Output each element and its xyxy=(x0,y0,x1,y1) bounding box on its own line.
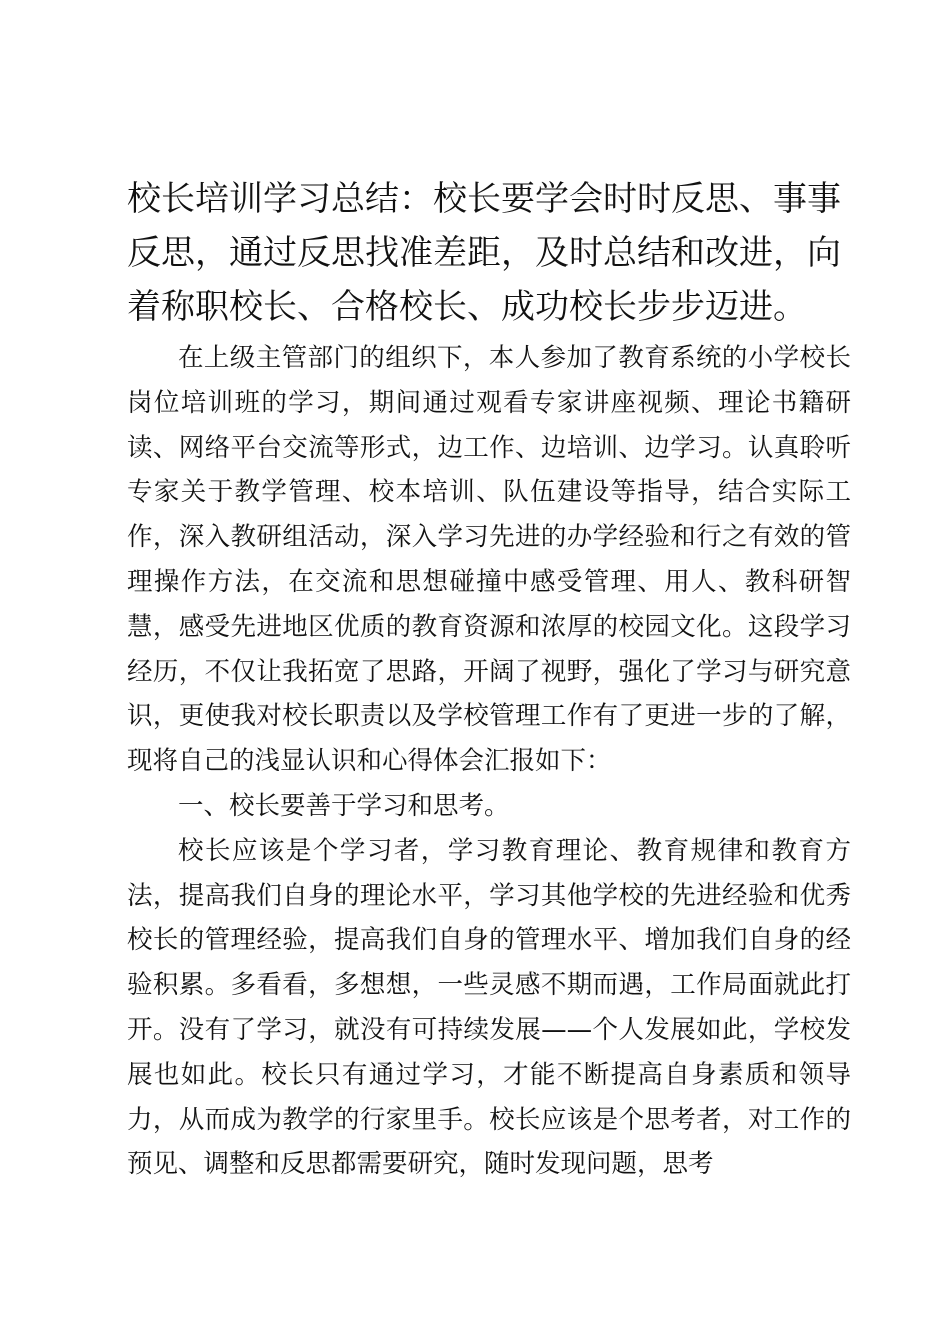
section-heading: 一、校长要善于学习和思考。 xyxy=(178,790,510,821)
intro-paragraph: 在上级主管部门的组织下，本人参加了教育系统的小学校长岗位培训班的学习，期间通过观看专家讲座视频、理论书籍研读、网络平台交流等形式，边工作、边培训、边学习。认真聆听专家关于教学管理、校本培训、队伍建设等指导，结合实际工作，深入教研组活动，深入学习先进的办学经验和行之有效的管理操作方法，在交流和思想碰撞中感受管理、用人、教科研智慧，感受先进地区优质的教育资源和浓厚的校园文化。这段学习经历，不仅让我拓宽了思路，开阔了视野，强化了学习与研究意识，更使我对校长职责以及学校管理工作有了更进一步的了解，现将自己的浅显认识和心得体会汇报如下： xyxy=(127,343,851,777)
document-body xyxy=(127,172,851,1187)
document-title: 校长培训学习总结：校长要学会时时反思、事事反思，通过反思找准差距，及时总结和改进，向着称职校长、合格校长、成功校长步步迈进。 xyxy=(127,179,841,327)
body-paragraph: 校长应该是个学习者，学习教育理论、教育规律和教育方法，提高我们自身的理论水平，学习其他学校的先进经验和优秀校长的管理经验，提高我们自身的管理水平、增加我们自身的经验积累。多看看，多想想，一些灵感不期而遇，工作局面就此打开。没有了学习，就没有可持续发展——个人发展如此，学校发展也如此。校长只有通过学习，才能不断提高自身素质和领导力，从而成为教学的行家里手。校长应该是个思考者，对工作的预见、调整和反思都需要研究，随时发现问题，思考 xyxy=(127,835,851,1180)
